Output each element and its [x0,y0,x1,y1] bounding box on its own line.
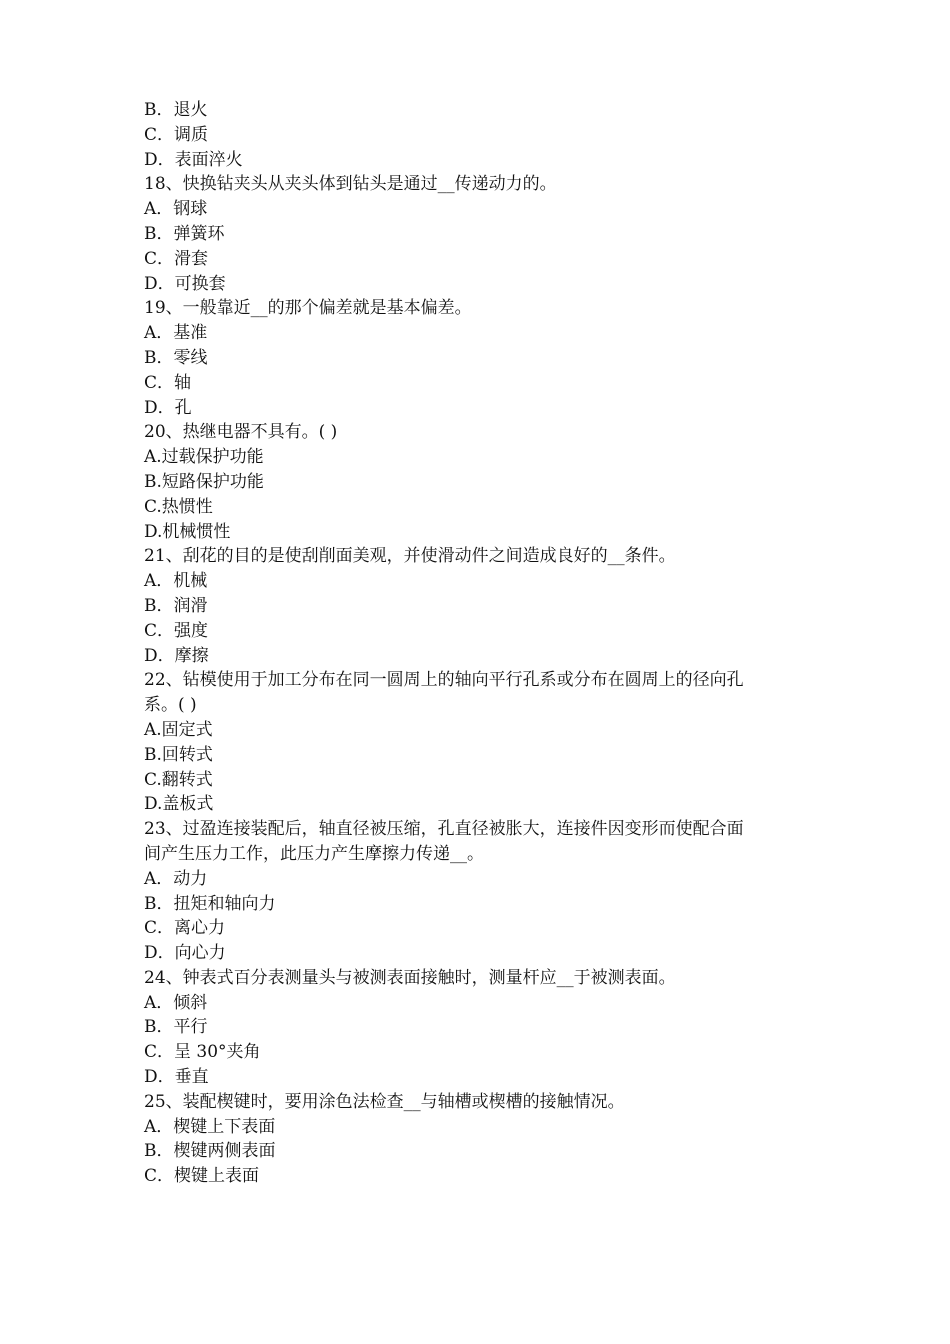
option-line: D．孔 [144,397,192,418]
option-line: B．扭矩和轴向力 [144,893,276,914]
option-line: B．楔键两侧表面 [144,1141,276,1162]
option-line: B．退火 [144,100,208,120]
option-line: A.过载保护功能 [144,447,264,468]
question-18: 18、快换钻夹头从夹头体到钻头是通过__传递动力的。 [144,174,557,195]
option-line: C．调质 [144,124,209,145]
option-line: D．垂直 [144,1067,209,1088]
question-19: 19、一般靠近__的那个偏差就是基本偏差。 [144,298,472,319]
option-line: C.热惯性 [144,496,213,517]
question-23-line-2: 间产生压力工作，此压力产生摩擦力传递__。 [144,843,484,864]
option-line: C．滑套 [144,248,209,269]
option-line: A．钢球 [144,199,208,220]
question-22-line-1: 22、钻模使用于加工分布在同一圆周上的轴向平行孔系或分布在圆周上的径向孔 [144,670,744,691]
option-line: A．机械 [144,571,208,592]
option-line: C．轴 [144,372,192,393]
option-line: B.短路保护功能 [144,471,264,492]
option-line: D．摩擦 [144,645,209,666]
question-25: 25、装配楔键时，要用涂色法检查__与轴槽或楔槽的接触情况。 [144,1091,625,1112]
option-line: C．离心力 [144,918,226,939]
option-line: C．楔键上表面 [144,1166,260,1187]
option-line: B．弹簧环 [144,223,225,244]
document-page [144,98,824,1189]
option-line: A．基准 [144,323,208,344]
option-line: D．可换套 [144,273,226,294]
option-line: A.固定式 [144,719,213,740]
question-23-line-1: 23、过盈连接装配后，轴直径被压缩，孔直径被胀大，连接件因变形而使配合面 [144,819,744,840]
question-22-line-2: 系。( ) [144,695,197,716]
option-line: C.翻转式 [144,769,213,790]
option-line: D．向心力 [144,943,226,964]
option-line: D．表面淬火 [144,149,243,170]
option-line: C．强度 [144,620,209,641]
option-line: A．倾斜 [144,992,208,1013]
question-20: 20、热继电器不具有。( ) [144,422,338,443]
option-line: B．润滑 [144,595,208,616]
option-line: D.机械惯性 [144,521,231,542]
option-line: A．动力 [144,868,208,889]
option-line: B．零线 [144,347,208,368]
question-24: 24、钟表式百分表测量头与被测表面接触时，测量杆应__于被测表面。 [144,967,676,988]
option-line: A．楔键上下表面 [144,1116,276,1137]
option-line: D.盖板式 [144,794,214,815]
question-21: 21、刮花的目的是使刮削面美观，并使滑动件之间造成良好的__条件。 [144,546,676,567]
option-line: B.回转式 [144,744,213,765]
option-line: B．平行 [144,1017,208,1038]
option-line: C．呈 30°夹角 [144,1042,261,1063]
